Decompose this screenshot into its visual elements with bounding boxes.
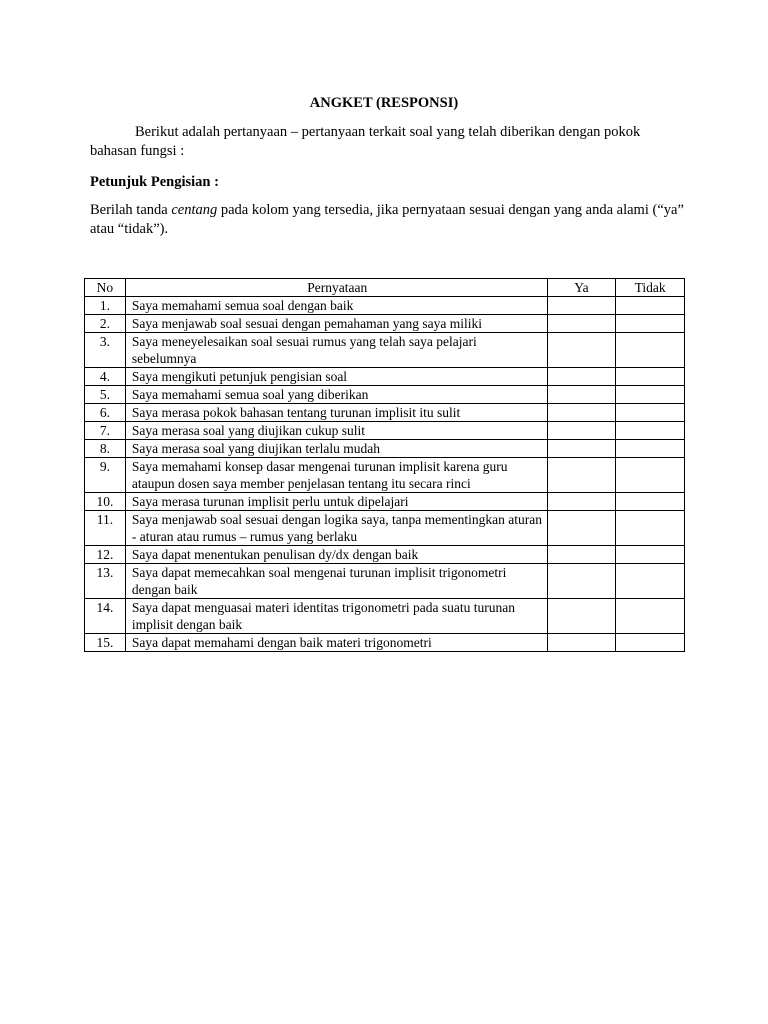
- header-no: No: [85, 279, 126, 297]
- table-row: [85, 564, 685, 599]
- answer-yes-cell[interactable]: [547, 634, 616, 652]
- table-row: [85, 333, 685, 368]
- table-row: [85, 493, 685, 511]
- answer-tidak-cell[interactable]: [616, 564, 685, 599]
- table-row: [85, 297, 685, 315]
- table-row: [85, 315, 685, 333]
- questionnaire-table: [84, 278, 685, 652]
- row-statement: Saya dapat menentukan penulisan dy/dx dengan baik: [125, 546, 547, 564]
- answer-tidak-cell[interactable]: [616, 404, 685, 422]
- answer-yes-cell[interactable]: [547, 333, 616, 368]
- row-number: 14.: [85, 599, 126, 634]
- intro-paragraph: Berikut adalah pertanyaan – pertanyaan terkait soal yang telah diberikan dengan pokok bahasan fungsi :: [90, 124, 641, 159]
- row-number: 1.: [85, 297, 126, 315]
- row-number: 8.: [85, 440, 126, 458]
- answer-yes-cell[interactable]: [547, 422, 616, 440]
- row-number: 10.: [85, 493, 126, 511]
- row-number: 12.: [85, 546, 126, 564]
- row-number: 7.: [85, 422, 126, 440]
- row-number: 5.: [85, 386, 126, 404]
- document-title: ANGKET (RESPONSI): [309, 95, 459, 111]
- answer-tidak-cell[interactable]: [616, 422, 685, 440]
- table-row: [85, 458, 685, 493]
- row-statement: Saya menjawab soal sesuai dengan pemahaman yang saya miliki: [125, 315, 547, 333]
- row-statement: Saya memahami semua soal yang diberikan: [125, 386, 547, 404]
- answer-yes-cell[interactable]: [547, 564, 616, 599]
- answer-tidak-cell[interactable]: [616, 440, 685, 458]
- instructions-paragraph: [90, 201, 690, 239]
- answer-tidak-cell[interactable]: [616, 546, 685, 564]
- row-statement: Saya memahami semua soal dengan baik: [125, 297, 547, 315]
- answer-tidak-cell[interactable]: [616, 368, 685, 386]
- row-number: 15.: [85, 634, 126, 652]
- row-statement: Saya dapat memahami dengan baik materi trigonometri: [125, 634, 547, 652]
- header-yes: Ya: [547, 279, 616, 297]
- row-number: 11.: [85, 511, 126, 546]
- row-statement: Saya merasa soal yang diujikan terlalu mudah: [125, 440, 547, 458]
- instructions-text-italic: centang: [171, 202, 218, 218]
- row-statement: Saya dapat menguasai materi identitas trigonometri pada suatu turunan implisit dengan baik: [125, 599, 547, 634]
- row-statement: Saya merasa soal yang diujikan cukup sulit: [125, 422, 547, 440]
- row-number: 9.: [85, 458, 126, 493]
- table-row: [85, 404, 685, 422]
- answer-tidak-cell[interactable]: [616, 386, 685, 404]
- table-row: [85, 599, 685, 634]
- answer-yes-cell[interactable]: [547, 315, 616, 333]
- answer-yes-cell[interactable]: [547, 511, 616, 546]
- row-number: 6.: [85, 404, 126, 422]
- answer-yes-cell[interactable]: [547, 297, 616, 315]
- table-row: [85, 511, 685, 546]
- answer-yes-cell[interactable]: [547, 404, 616, 422]
- table-body: [85, 297, 685, 652]
- table-row: [85, 546, 685, 564]
- instructions-text-before: Berilah tanda: [90, 202, 172, 218]
- answer-yes-cell[interactable]: [547, 493, 616, 511]
- instructions-text-after: pada kolom yang tersedia, jika pernyataan sesuai dengan yang anda alami (“ya” atau “tidak”).: [90, 202, 684, 237]
- header-tidak: Tidak: [616, 279, 685, 297]
- table-row: [85, 386, 685, 404]
- answer-tidak-cell[interactable]: [616, 493, 685, 511]
- row-number: 2.: [85, 315, 126, 333]
- answer-tidak-cell[interactable]: [616, 315, 685, 333]
- row-statement: Saya menjawab soal sesuai dengan logika saya, tanpa mementingkan aturan - aturan atau rumus – rumus yang berlaku: [125, 511, 547, 546]
- row-number: 13.: [85, 564, 126, 599]
- table-row: [85, 368, 685, 386]
- answer-yes-cell[interactable]: [547, 368, 616, 386]
- answer-yes-cell[interactable]: [547, 440, 616, 458]
- row-statement: Saya dapat memecahkan soal mengenai turunan implisit trigonometri dengan baik: [125, 564, 547, 599]
- answer-tidak-cell[interactable]: [616, 333, 685, 368]
- row-statement: Saya mengikuti petunjuk pengisian soal: [125, 368, 547, 386]
- answer-tidak-cell[interactable]: [616, 511, 685, 546]
- answer-tidak-cell[interactable]: [616, 297, 685, 315]
- instructions-heading: Petunjuk Pengisian :: [90, 174, 219, 190]
- table-row: [85, 440, 685, 458]
- row-number: 3.: [85, 333, 126, 368]
- table-row: [85, 422, 685, 440]
- row-statement: Saya merasa turunan implisit perlu untuk dipelajari: [125, 493, 547, 511]
- answer-tidak-cell[interactable]: [616, 599, 685, 634]
- row-number: 4.: [85, 368, 126, 386]
- answer-tidak-cell[interactable]: [616, 458, 685, 493]
- answer-yes-cell[interactable]: [547, 386, 616, 404]
- answer-yes-cell[interactable]: [547, 599, 616, 634]
- answer-yes-cell[interactable]: [547, 458, 616, 493]
- row-statement: Saya meneyelesaikan soal sesuai rumus yang telah saya pelajari sebelumnya: [125, 333, 547, 368]
- header-statement: Pernyataan: [125, 279, 547, 297]
- answer-yes-cell[interactable]: [547, 546, 616, 564]
- table-header-row: [85, 279, 685, 297]
- row-statement: Saya memahami konsep dasar mengenai turunan implisit karena guru ataupun dosen saya member penjelasan tentang itu secara rinci: [125, 458, 547, 493]
- answer-tidak-cell[interactable]: [616, 634, 685, 652]
- table-row: [85, 634, 685, 652]
- row-statement: Saya merasa pokok bahasan tentang turunan implisit itu sulit: [125, 404, 547, 422]
